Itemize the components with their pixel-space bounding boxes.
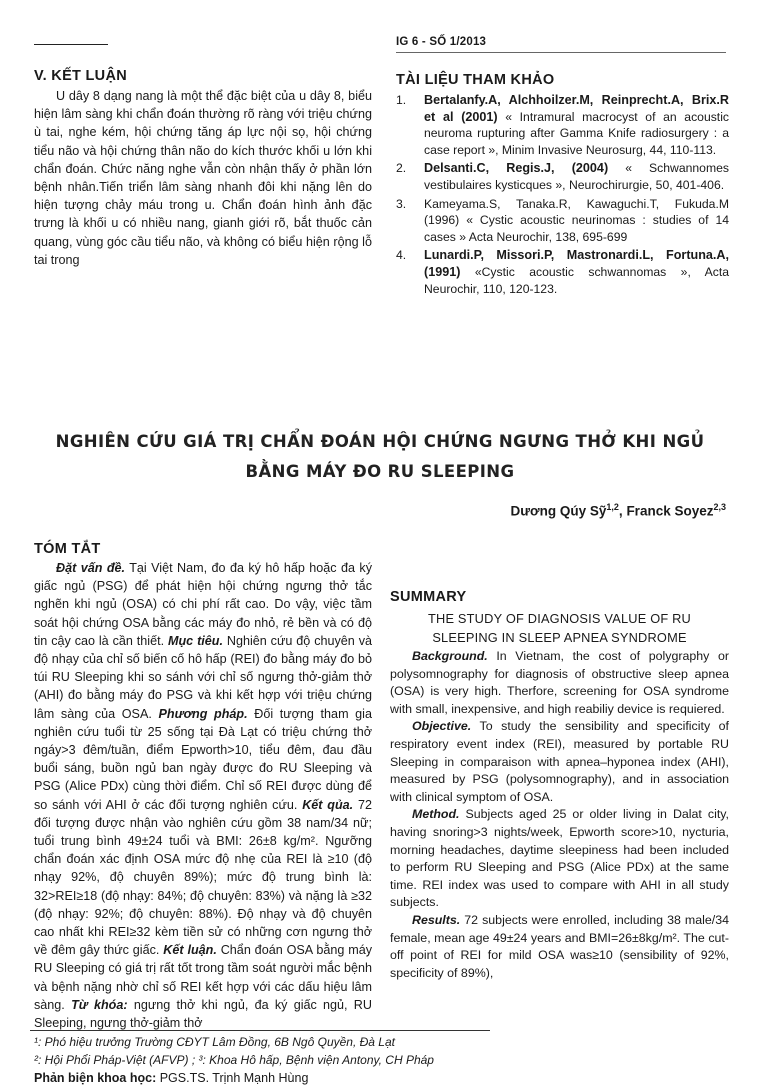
reference-item xyxy=(396,92,729,158)
summary-text: In Vietnam, the cost of polygraphy or polysomnography for diagnosis of obstructive sleep apnea (OSA) is very high. Therfore, screening for OSA syndrome with small, inexpensive, and high reabiliy device is requiered. xyxy=(390,649,729,716)
summary-method xyxy=(390,806,729,912)
conclusion-text: U dây 8 dạng nang là một thể đặc biệt của u dây 8, biểu hiện lâm sàng khi chẩn đoán thường rõ ràng với triệu chứng ù tai, nghe kém, hội chứng tăng áp lực nội sọ, hội chứng tiểu não và hội chứng thân não do kích thước khối u lớn khi chẩn đoán. Chức năng nghe vẫn còn nhận thấy ở phần lớn bệnh nhân.Tiến triển lâm sàng nhanh đôi khi nặng lên do hiện tượng chảy máu trong u. Chẩn đoán hình ảnh đặc trưng là khối u có nhiều nang, gianh giới rõ, bắt thuốc cản quang, vùng góc cầu tiểu não, và không có biểu hiện rộng lỗ tai trong xyxy=(34,89,372,267)
summary-label: Objective. xyxy=(412,719,472,734)
abstract-vi xyxy=(34,541,372,1032)
article-title-line1: NGHIÊN CỨU GIÁ TRỊ CHẨN ĐOÁN HỘI CHỨNG NGƯNG THỞ KHI NGỦ xyxy=(55,432,705,451)
summary-background xyxy=(390,648,729,718)
reference-text: Kameyama.S, Tanaka.R, Kawaguchi.T, Fukuda.M (1996) « Cystic acoustic neurinomas : studies of 14 cases » Acta Neurochir, 138, 695-699 xyxy=(424,196,729,244)
abstract-text: Chẩn đoán OSA bằng máy RU Sleeping có giá trị rất tốt trong tầm soát người mắc bệnh và bệnh nặng nhờ chỉ số REI kết hợp với các dấu hiệu lâm sàng. xyxy=(34,943,373,1012)
author-name: Franck Soyez xyxy=(626,503,714,519)
references-section xyxy=(396,72,729,299)
author-name: Dương Qúy Sỹ xyxy=(510,503,607,519)
summary-heading: SUMMARY xyxy=(390,589,467,605)
author-separator: , xyxy=(618,503,627,519)
conclusion-section xyxy=(34,68,372,269)
abstract-label: Từ khóa: xyxy=(71,997,128,1012)
authors xyxy=(511,502,726,519)
conclusion-heading: V. KẾT LUẬN xyxy=(34,68,127,84)
author-affiliation: 2,3 xyxy=(713,502,726,512)
reference-authors: Lunardi.P, Missori.P, Mastronardi.L, Fortuna.A, (1991) xyxy=(424,248,729,279)
abstract-label: Mục tiêu. xyxy=(167,633,223,648)
summary-title-line2: SLEEPING IN SLEEP APNEA SYNDROME xyxy=(432,630,687,645)
reviewer-name: PGS.TS. Trịnh Mạnh Hùng xyxy=(156,1071,309,1085)
header-rule-right xyxy=(396,52,726,53)
references-heading: TÀI LIỆU THAM KHẢO xyxy=(396,72,555,88)
reference-authors: Delsanti.C, Regis.J, (2004) xyxy=(424,161,609,176)
summary-text: To study the sensibility and specificity of respiratory event index (REI), measured by portable RU Sleeping in comparaison with apnea–hyponea index (AHI), measured by PSG (polysomnography), and in association with clinical symptom of OSA. xyxy=(390,719,729,804)
summary-en xyxy=(390,589,729,982)
reviewer-line xyxy=(34,1071,308,1085)
footnote-rule xyxy=(30,1030,490,1031)
reference-authors: Bertalanfy.A, Alchhoilzer.M, Reinprecht.A, Brix.R et al (2001) xyxy=(424,93,729,124)
article-title-line2: BẰNG MÁY ĐO RU SLEEPING xyxy=(245,462,515,481)
footnote-1: ¹: Phó hiệu trưởng Trường CĐYT Lâm Đồng, 6B Ngô Quyền, Đà Lạt xyxy=(34,1035,395,1049)
abstract-vi-heading: TÓM TẮT xyxy=(34,541,101,557)
article-title xyxy=(40,427,720,487)
abstract-text: 72 đối tượng được nhận vào nghiên cứu gồm 38 nam/34 nữ; tuổi trung bình 49±24 tuổi và BMI: 26±8 kg/m². Ngưỡng chẩn đoán xác định OSA mức độ nhẹ của REI là ≥10 (độ nhạy 92%, độ chuyên 89%); mức độ trung bình là: 32>REI≥18 (độ nhạy: 84%; độ chuyên: 83%) và nặng là ≥32 (độ nhạy: 92%; độ chuyên: 88%). Độ nhạy và độ chuyên cao nhất khi REI≥32 kèm tiền sử có những cơn ngưng thở về đêm gây thức giấc. xyxy=(34,797,372,958)
reference-text: « Intramural macrocyst of an acoustic neuroma rupturing after Gamma Knife radiosurgery : a case report », Minim Invasive Neurosurg, 44, 110-113. xyxy=(424,109,729,157)
reference-item xyxy=(396,160,729,193)
abstract-label: Đặt vấn đề. xyxy=(56,561,126,575)
summary-text: Subjects aged 25 or older living in Dalat city, having snoring>3 nights/week, Epworth score>10, nycturia, morning headaches, daytime sleepiness had been included to perform RU Sleeping and PSG (Alice PDx) at the same time. REI index was used to compare with AHI in all study subjects. xyxy=(390,807,729,910)
header-rule-left xyxy=(34,44,108,45)
references-list xyxy=(396,92,729,297)
abstract-text: Đối tượng tham gia nghiên cứu tuổi từ 25 sống tại Đà Lạt có triệu chứng thở ngáy>3 đêm/tuần, điểm Epworth>10, tiểu đêm, đau đầu buổi sáng, buồn ngủ ban ngày được đo RU Sleeping và PSG (Alice PDx) cùng thời điểm. Chỉ số REI được dùng để so sánh với AHI ở các đối tượng nghiên cứu. xyxy=(34,706,372,812)
abstract-text: ngưng thở khi ngủ, đa ký giấc ngủ, RU Sleeping, ngưng thở-giảm thở xyxy=(34,997,372,1031)
author-affiliation: 1,2 xyxy=(606,502,619,512)
reviewer-label: Phản biện khoa học: xyxy=(34,1071,157,1085)
summary-text: 72 subjects were enrolled, including 38 male/34 female, mean age 49±24 years and BMI=26±8kg/m². The cut-off point of REI for mild OSA was≥10 (sensibility of 92%, specificity of 89%), xyxy=(390,912,729,980)
abstract-label: Kết qủa. xyxy=(302,797,354,812)
abstract-text: Nghiên cứu độ chuyên và độ nhạy của chỉ số biến cố hô hấp (REI) đo bằng máy đo bỏ túi RU Sleeping khi so sánh với chỉ số ngưng thở-giảm thở (AHI) đo bằng máy đo PSG và khi kết hợp với triệu chứng lâm sàng của OSA. xyxy=(34,633,373,721)
reference-number: 4. xyxy=(396,248,407,263)
summary-label: Results. xyxy=(412,912,461,927)
journal-header: IG 6 - SỐ 1/2013 xyxy=(396,36,487,48)
abstract-label: Kết luận. xyxy=(163,943,217,958)
footnote-2: ²: Hội Phổi Pháp-Việt (AFVP) ; ³: Khoa Hô hấp, Bệnh viện Antony, CH Pháp xyxy=(34,1053,434,1067)
summary-objective xyxy=(390,718,729,806)
summary-label: Method. xyxy=(412,807,460,822)
reference-text: «Cystic acoustic schwannomas », Acta Neurochir, 110, 120-123. xyxy=(424,264,729,296)
abstract-label: Phương pháp. xyxy=(158,706,248,721)
summary-label: Background. xyxy=(412,649,488,663)
reference-number: 3. xyxy=(396,196,407,211)
summary-title-line1: THE STUDY OF DIAGNOSIS VALUE OF RU xyxy=(427,611,691,626)
reference-number: 1. xyxy=(396,93,407,107)
reference-text: « Schwannomes vestibulaires kysticques », Neurochirurgie, 50, 401-406. xyxy=(424,161,729,192)
reference-item xyxy=(396,247,729,297)
abstract-text: Tại Việt Nam, đo đa ký hô hấp hoặc đa ký giấc ngủ (PSG) để phát hiện hội chứng ngưng thở tắc nghẽn khi ngủ (OSA) có chi phí rất cao. Do vậy, việc tầm soát hội chứng OSA bằng các máy đo nhỏ, rẻ bền và có độ tin cậy cao là cần thiết. xyxy=(34,561,373,648)
summary-results xyxy=(390,912,729,982)
reference-number: 2. xyxy=(396,161,407,176)
reference-item xyxy=(396,196,729,246)
abstract-vi-text xyxy=(34,559,372,1032)
